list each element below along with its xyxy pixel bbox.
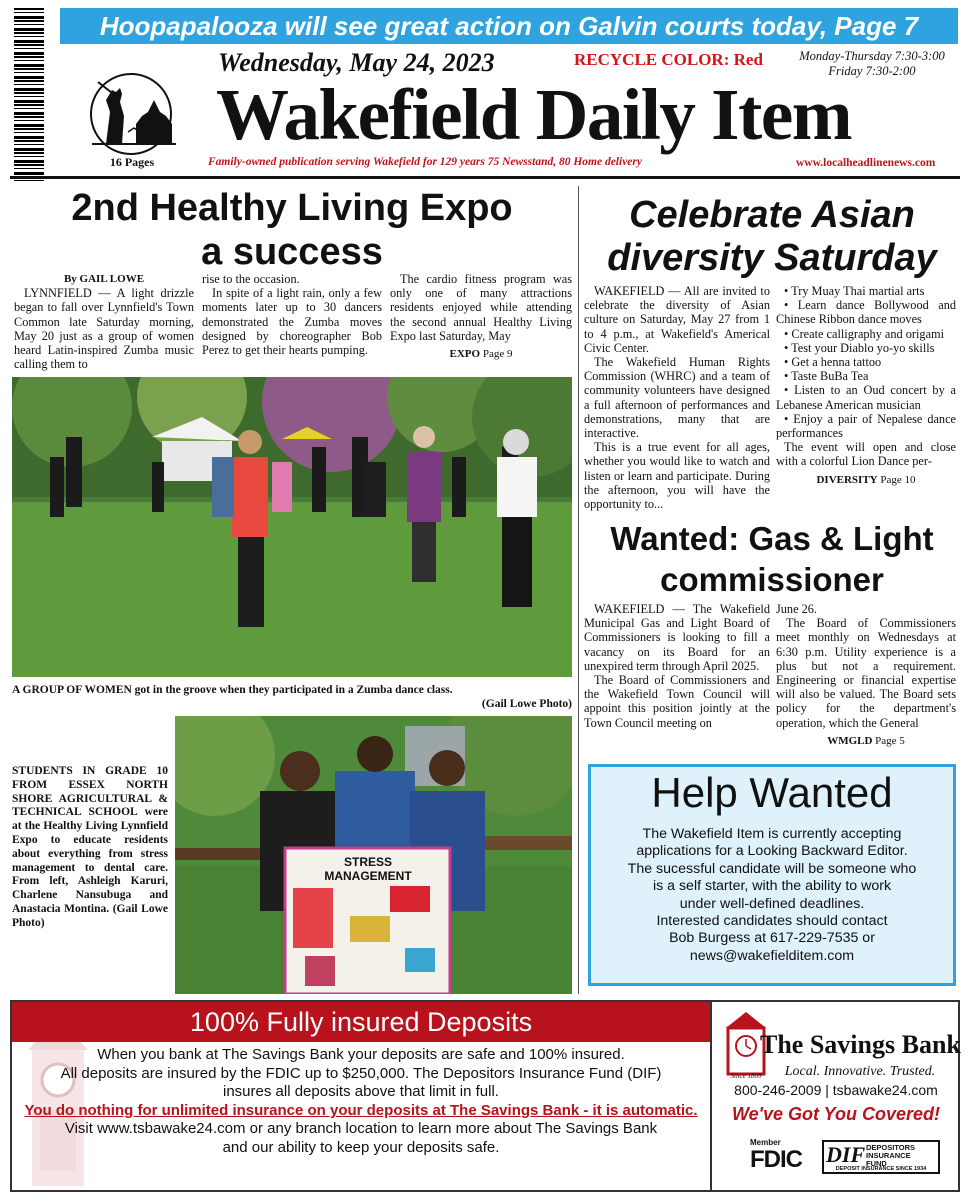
ad-line: All deposits are insured by the FDIC up to $250,000. The Depositors Insurance Fund (DIF) [60, 1064, 662, 1082]
office-hours-friday: Friday 7:30-2:00 [828, 64, 916, 78]
gas-paragraph-2-cont: June 26. [776, 602, 817, 616]
asian-bullet: • Try Muay Thai martial arts [784, 284, 925, 298]
asian-jump[interactable] [776, 473, 956, 487]
bank-slogan: We've Got You Covered! [732, 1104, 940, 1124]
students-photo[interactable] [175, 716, 572, 994]
expo-paragraph-1-cont: rise to the occasion. [202, 272, 300, 286]
page-count: 16 Pages [109, 155, 155, 169]
zumba-caption-text: A GROUP OF WOMEN got in the groove when they participated in a Zumba dance class. [12, 684, 453, 696]
asian-bullet: • Listen to an Oud concert by a Lebanese American musician [776, 383, 956, 412]
fdic-logo: FDIC [750, 1146, 802, 1173]
help-line: applications for a Looking Backward Editor. [636, 843, 908, 860]
zumba-photo-credit: (Gail Lowe Photo) [481, 698, 572, 710]
asian-headline-line-1: Celebrate Asian [629, 194, 915, 236]
poster-title-line-2: MANAGEMENT [324, 869, 412, 883]
expo-headline-line-1: 2nd Healthy Living Expo [71, 187, 513, 229]
bank-tagline: Local. Innovative. Trusted. [784, 1064, 936, 1079]
expo-paragraph-3: The cardio fitness program was only one of many attractions residents enjoyed while attending the second annual Healthy Living Expo last Saturday, May [390, 272, 572, 343]
expo-column-3 [390, 272, 572, 361]
help-line: is a self starter, with the ability to work [652, 878, 892, 895]
ad-line: When you bank at The Savings Bank your deposits are safe and 100% insured. [97, 1046, 625, 1063]
office-hours-weekday: Monday-Thursday 7:30-3:00 [799, 49, 945, 63]
asian-paragraph-4: The event will open and close with a colorful Lion Dance per- [776, 440, 956, 469]
gas-headline[interactable] [584, 518, 960, 600]
expo-headline-line-2: a success [201, 231, 383, 273]
bank-since: Since 1869 [730, 1072, 762, 1080]
ad-line: insures all deposits above that limit in full. [223, 1083, 499, 1101]
expo-jump[interactable] [390, 347, 572, 361]
asian-jump-word: DIVERSITY [816, 473, 878, 486]
ad-title-bar [12, 1002, 710, 1042]
expo-byline: By GAIL LOWE [63, 273, 145, 285]
gas-jump-page: Page 5 [875, 734, 905, 747]
asian-column-1 [584, 284, 770, 511]
zumba-caption [12, 683, 572, 711]
gas-column-1 [584, 602, 770, 730]
asian-bullet: • Test your Diablo yo-yo skills [784, 340, 935, 355]
asian-bullet: • Enjoy a pair of Nepalese dance performances [776, 411, 956, 441]
asian-bullet: • Learn dance Bollywood and Chinese Ribbon dance moves [776, 298, 956, 327]
gas-jump-word: WMGLD [827, 734, 873, 747]
dif-name [866, 1144, 915, 1168]
newspaper-title[interactable]: Wakefield Daily Item [216, 74, 852, 155]
help-line: under well-defined deadlines. [679, 895, 865, 912]
expo-headline[interactable] [14, 186, 570, 274]
gas-paragraph-3: The Board of Commissioners meet monthly on Wednesdays at 6:30 p.m. Utility experience is a plus but not a requirement. Engineering or financial expertise will also be valued. The Board sets policy for the department's operation, which the General [776, 616, 956, 730]
expo-paragraph-2: In spite of a light rain, only a few moments later up to 30 dancers demonstrated the Zumba moves designed by choreographer Bob Perez to get their hearts pumping. [202, 286, 382, 358]
recycle-color: RECYCLE COLOR: Red [574, 50, 763, 69]
asian-headline-line-2: diversity Saturday [607, 237, 937, 279]
issue-date: Wednesday, May 24, 2023 [218, 48, 495, 77]
tagline: Family-owned publication serving Wakefield for 129 years 75 Newsstand, 80 Home delivery [208, 156, 642, 168]
ad-body [20, 1046, 702, 1158]
bank-name[interactable]: The Savings Bank [760, 1030, 961, 1059]
dif-mark: DIF [826, 1142, 866, 1167]
gas-headline-line-1: Wanted: Gas & Light [610, 520, 934, 557]
website-link[interactable]: www.localheadlinenews.com [796, 157, 936, 169]
help-line: Bob Burgess at 617-229-7535 or [669, 930, 875, 947]
ad-line: and our ability to keep your deposits safe. [222, 1138, 500, 1156]
asian-bullet: • Create calligraphy and origami [784, 326, 945, 341]
asian-column-2 [776, 284, 956, 487]
expo-column-1 [14, 272, 194, 371]
gas-paragraph-2: The Board of Commissioners and the Wakefield Town Council will appoint this position jointly at the Town Council meeting on [584, 673, 770, 730]
dif-name-line: FUND [866, 1159, 887, 1168]
asian-bullet: • Taste BuBa Tea [784, 369, 869, 384]
help-wanted-body [600, 826, 944, 965]
help-wanted-title: Help Wanted [651, 769, 893, 816]
ad-red-line[interactable]: You do nothing for unlimited insurance on your deposits at The Savings Bank - it is automatic. [24, 1101, 698, 1119]
asian-headline[interactable] [584, 194, 960, 280]
top-banner[interactable] [60, 8, 958, 44]
help-line: The sucessful candidate will be someone who [627, 860, 917, 877]
gas-paragraph-1: WAKEFIELD — The Wakefield Municipal Gas and Light Board of Commissioners is looking to fill a vacancy on its Board for an unexpired term through April 2025. [584, 602, 770, 673]
gas-column-2 [776, 602, 956, 748]
gas-jump[interactable] [776, 734, 956, 748]
minuteman-logo-icon [76, 72, 186, 156]
dif-name-line: INSURANCE [866, 1151, 911, 1160]
asian-paragraph-1: WAKEFIELD — All are invited to celebrate the diversity of Asian culture on Saturday, May 27 from 1 to 4 p.m., at Wakefield's Americal Civic Center. [584, 284, 770, 355]
asian-paragraph-3: This is a true event for all ages, whether you would like to watch and listen or learn and participate. During the afternoon, you will have the opportunity to... [584, 440, 770, 512]
help-line: The Wakefield Item is currently accepting [642, 826, 902, 842]
asian-jump-page: Page 10 [880, 473, 916, 486]
top-banner-text: Hoopapalooza will see great action on Galvin courts today, Page 7 [99, 10, 919, 41]
masthead-rule [10, 176, 960, 179]
dif-name-line: DEPOSITORS [866, 1143, 916, 1152]
ad-line: Visit www.tsbawake24.com or any branch location to learn more about The Savings Bank [64, 1120, 658, 1138]
fdic-member-label: Member [750, 1138, 781, 1147]
dif-footnote: DEPOSIT INSURANCE SINCE 1934 [835, 1166, 927, 1172]
expo-jump-word: EXPO [449, 348, 481, 361]
poster-title-line-1: STRESS [343, 855, 393, 869]
asian-bullet: • Get a henna tattoo [784, 355, 882, 370]
students-caption: STUDENTS IN GRADE 10 FROM ESSEX NORTH SHORE AGRICULTURAL & TECHNICAL SCHOOL were at the Healthy Living Lynnfield Expo to educate residents about everything from stress management to dental care. From left, Ashleigh Karuri, Charlene Nansubuga and Anastacia Montina. (Gail Lowe Photo) [12, 765, 168, 929]
bank-contact[interactable]: 800-246-2009 | tsbawake24.com [734, 1082, 938, 1098]
asian-paragraph-2: The Wakefield Human Rights Commission (WHRC) and a team of community volunteers have designed a full afternoon of performances and demonstrations, many that are interactive. [584, 355, 770, 441]
column-divider [578, 186, 579, 994]
expo-jump-page: Page 9 [482, 348, 513, 361]
gas-headline-line-2: commissioner [660, 561, 884, 598]
help-line: Interested candidates should contact [656, 913, 888, 930]
barcode [14, 8, 44, 184]
expo-column-2 [202, 272, 382, 357]
zumba-photo[interactable] [12, 377, 572, 677]
help-email-link[interactable]: news@wakefielditem.com [689, 947, 855, 964]
expo-paragraph-1: LYNNFIELD — A light drizzle began to fall over Lynnfield's Town Common late Saturday morning, May 20 just as a group of women heard Latin-inspired Zumba music calling them to [14, 286, 194, 372]
ad-title: 100% Fully insured Deposits [189, 1006, 533, 1037]
